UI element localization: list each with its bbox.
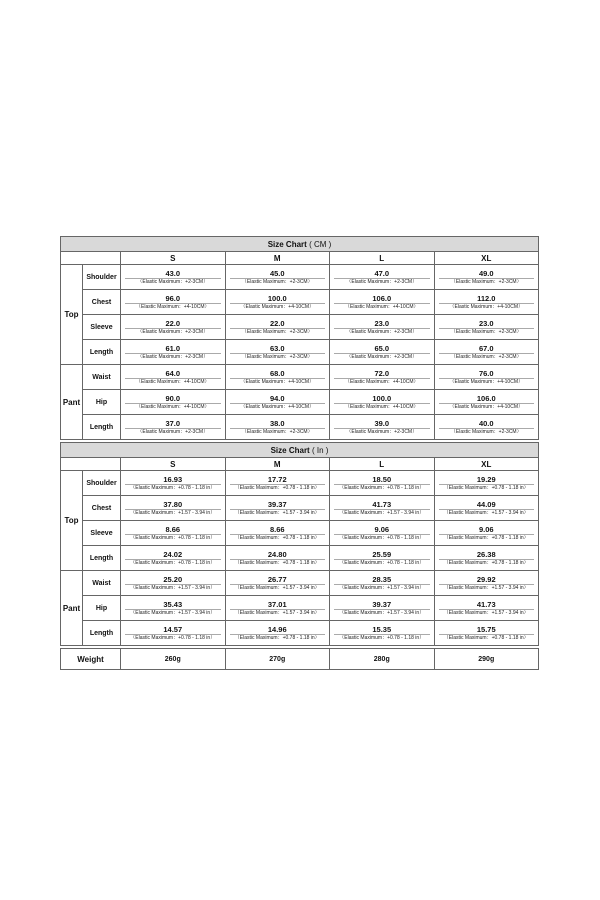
measurement-value: 23.0 [439, 319, 535, 329]
measurement-cell [225, 496, 330, 521]
measurement-value: 96.0 [125, 294, 221, 304]
measurement-value: 100.0 [334, 394, 430, 404]
measurement-value: 9.06 [334, 525, 430, 535]
measure-label: Waist [83, 571, 121, 596]
group-label: Pant [61, 365, 83, 440]
elastic-note: （Elastic Maximum：+1.57 - 3.94 in） [339, 509, 425, 516]
measurement-cell [121, 265, 226, 290]
elastic-note: （Elastic Maximum：+4-10CM） [136, 303, 210, 310]
chart-title-row [61, 443, 539, 458]
elastic-note: （Elastic Maximum：+4-10CM） [136, 403, 210, 410]
header-blank-cell [61, 252, 121, 265]
weight-label: Weight [61, 649, 121, 670]
elastic-note: （Elastic Maximum：+2-3CM） [450, 428, 522, 435]
measurement-value: 17.72 [230, 475, 326, 485]
measurement-value: 63.0 [230, 344, 326, 354]
measurement-cell [434, 596, 539, 621]
elastic-note: （Elastic Maximum：+2-3CM） [137, 428, 209, 435]
measurement-cell [434, 571, 539, 596]
measurement-value: 106.0 [334, 294, 430, 304]
measurement-value: 25.20 [125, 575, 221, 585]
measurement-value: 64.0 [125, 369, 221, 379]
measurement-row [61, 596, 539, 621]
elastic-note: （Elastic Maximum：+0.78 - 1.18 in） [339, 559, 425, 566]
size-chart-inch-table [60, 442, 539, 646]
measurement-cell [225, 546, 330, 571]
chart-title-text: Size Chart [270, 445, 310, 455]
measure-label: Length [83, 340, 121, 365]
measurement-cell [225, 290, 330, 315]
measurement-value: 18.50 [334, 475, 430, 485]
size-header: S [121, 252, 226, 265]
size-header: L [330, 252, 435, 265]
elastic-note: （Elastic Maximum：+2-3CM） [241, 328, 313, 335]
measurement-cell [330, 471, 435, 496]
group-label: Top [61, 471, 83, 571]
measurement-value: 26.38 [439, 550, 535, 560]
chart-title [61, 237, 539, 252]
measurement-cell [225, 621, 330, 646]
measurement-value: 35.43 [125, 600, 221, 610]
elastic-note: （Elastic Maximum：+2-3CM） [137, 353, 209, 360]
measurement-value: 22.0 [230, 319, 326, 329]
measure-label: Length [83, 415, 121, 440]
measurement-cell [434, 496, 539, 521]
measurement-value: 14.96 [230, 625, 326, 635]
measurement-value: 39.37 [334, 600, 430, 610]
weight-value: 270g [225, 649, 330, 670]
measurement-value: 37.0 [125, 419, 221, 429]
measurement-row [61, 365, 539, 390]
measurement-cell [225, 315, 330, 340]
measurement-value: 37.80 [125, 500, 221, 510]
measurement-value: 90.0 [125, 394, 221, 404]
measurement-cell [121, 290, 226, 315]
measurement-cell [330, 265, 435, 290]
elastic-note: （Elastic Maximum：+4-10CM） [449, 378, 523, 385]
measurement-value: 15.75 [439, 625, 535, 635]
measurement-cell [121, 621, 226, 646]
measurement-value: 16.93 [125, 475, 221, 485]
size-header: L [330, 458, 435, 471]
measurement-value: 65.0 [334, 344, 430, 354]
measurement-cell [225, 340, 330, 365]
measurement-row [61, 496, 539, 521]
measurement-value: 8.66 [125, 525, 221, 535]
measurement-row [61, 571, 539, 596]
size-header: M [225, 252, 330, 265]
chart-title [61, 443, 539, 458]
measurement-value: 8.66 [230, 525, 326, 535]
measurement-cell [330, 415, 435, 440]
measurement-value: 68.0 [230, 369, 326, 379]
measurement-cell [434, 521, 539, 546]
measurement-value: 100.0 [230, 294, 326, 304]
measure-label: Length [83, 621, 121, 646]
measurement-row [61, 521, 539, 546]
measure-label: Hip [83, 596, 121, 621]
measurement-value: 24.02 [125, 550, 221, 560]
group-label: Pant [61, 571, 83, 646]
measurement-cell [330, 571, 435, 596]
elastic-note: （Elastic Maximum：+2-3CM） [450, 328, 522, 335]
measure-label: Shoulder [83, 471, 121, 496]
measurement-cell [434, 621, 539, 646]
measurement-value: 15.35 [334, 625, 430, 635]
measurement-cell [121, 546, 226, 571]
measurement-value: 41.73 [334, 500, 430, 510]
measurement-row [61, 471, 539, 496]
elastic-note: （Elastic Maximum：+1.57 - 3.94 in） [339, 609, 425, 616]
elastic-note: （Elastic Maximum：+2-3CM） [137, 278, 209, 285]
measurement-value: 41.73 [439, 600, 535, 610]
measurement-cell [121, 521, 226, 546]
measurement-value: 39.37 [230, 500, 326, 510]
measurement-value: 24.80 [230, 550, 326, 560]
elastic-note: （Elastic Maximum：+1.57 - 3.94 in） [130, 609, 216, 616]
measurement-value: 45.0 [230, 269, 326, 279]
elastic-note: （Elastic Maximum：+1.57 - 3.94 in） [339, 584, 425, 591]
size-header-row [61, 252, 539, 265]
measurement-value: 38.0 [230, 419, 326, 429]
elastic-note: （Elastic Maximum：+1.57 - 3.94 in） [130, 509, 216, 516]
elastic-note: （Elastic Maximum：+2-3CM） [450, 353, 522, 360]
measurement-cell [434, 390, 539, 415]
measurement-row [61, 415, 539, 440]
elastic-note: （Elastic Maximum：+4-10CM） [240, 378, 314, 385]
elastic-note: （Elastic Maximum：+4-10CM） [345, 403, 419, 410]
elastic-note: （Elastic Maximum：+1.57 - 3.94 in） [443, 584, 529, 591]
elastic-note: （Elastic Maximum：+0.78 - 1.18 in） [443, 634, 529, 641]
weight-value: 260g [121, 649, 226, 670]
weight-table [60, 648, 539, 670]
elastic-note: （Elastic Maximum：+2-3CM） [241, 353, 313, 360]
measurement-value: 9.06 [439, 525, 535, 535]
measure-label: Sleeve [83, 315, 121, 340]
size-header: XL [434, 252, 539, 265]
measurement-cell [330, 521, 435, 546]
measurement-cell [121, 471, 226, 496]
measurement-cell [434, 471, 539, 496]
measurement-row [61, 265, 539, 290]
elastic-note: （Elastic Maximum：+0.78 - 1.18 in） [234, 559, 320, 566]
elastic-note: （Elastic Maximum：+0.78 - 1.18 in） [339, 534, 425, 541]
measurement-value: 49.0 [439, 269, 535, 279]
elastic-note: （Elastic Maximum：+1.57 - 3.94 in） [234, 584, 320, 591]
elastic-note: （Elastic Maximum：+0.78 - 1.18 in） [130, 534, 216, 541]
measurement-value: 26.77 [230, 575, 326, 585]
measurement-cell [121, 340, 226, 365]
measure-label: Chest [83, 496, 121, 521]
measurement-cell [330, 621, 435, 646]
weight-value: 290g [434, 649, 539, 670]
elastic-note: （Elastic Maximum：+2-3CM） [450, 278, 522, 285]
measurement-value: 112.0 [439, 294, 535, 304]
measure-label: Shoulder [83, 265, 121, 290]
measurement-value: 94.0 [230, 394, 326, 404]
measurement-cell [121, 365, 226, 390]
measure-label: Chest [83, 290, 121, 315]
size-header: XL [434, 458, 539, 471]
measurement-value: 44.09 [439, 500, 535, 510]
measurement-value: 43.0 [125, 269, 221, 279]
measurement-cell [225, 265, 330, 290]
elastic-note: （Elastic Maximum：+2-3CM） [137, 328, 209, 335]
measure-label: Waist [83, 365, 121, 390]
measurement-cell [225, 521, 330, 546]
chart-unit: ( In ) [311, 445, 329, 455]
measurement-value: 67.0 [439, 344, 535, 354]
measurement-cell [121, 596, 226, 621]
elastic-note: （Elastic Maximum：+4-10CM） [240, 403, 314, 410]
measurement-row [61, 290, 539, 315]
measurement-row [61, 546, 539, 571]
measurement-value: 47.0 [334, 269, 430, 279]
elastic-note: （Elastic Maximum：+4-10CM） [449, 303, 523, 310]
elastic-note: （Elastic Maximum：+0.78 - 1.18 in） [130, 559, 216, 566]
elastic-note: （Elastic Maximum：+4-10CM） [345, 303, 419, 310]
measurement-value: 23.0 [334, 319, 430, 329]
measure-label: Length [83, 546, 121, 571]
measurement-cell [330, 390, 435, 415]
measurement-cell [330, 596, 435, 621]
measurement-value: 72.0 [334, 369, 430, 379]
elastic-note: （Elastic Maximum：+2-3CM） [346, 353, 418, 360]
measurement-value: 25.59 [334, 550, 430, 560]
measurement-cell [434, 290, 539, 315]
measurement-value: 106.0 [439, 394, 535, 404]
measurement-cell [225, 471, 330, 496]
weight-value: 280g [330, 649, 435, 670]
measurement-value: 29.92 [439, 575, 535, 585]
size-header: S [121, 458, 226, 471]
elastic-note: （Elastic Maximum：+1.57 - 3.94 in） [234, 509, 320, 516]
measurement-row [61, 315, 539, 340]
elastic-note: （Elastic Maximum：+4-10CM） [449, 403, 523, 410]
header-blank-cell [61, 458, 121, 471]
elastic-note: （Elastic Maximum：+0.78 - 1.18 in） [234, 634, 320, 641]
elastic-note: （Elastic Maximum：+0.78 - 1.18 in） [339, 484, 425, 491]
elastic-note: （Elastic Maximum：+2-3CM） [346, 278, 418, 285]
measurement-cell [330, 496, 435, 521]
group-label: Top [61, 265, 83, 365]
measurement-cell [121, 415, 226, 440]
elastic-note: （Elastic Maximum：+2-3CM） [241, 428, 313, 435]
measurement-cell [330, 290, 435, 315]
size-header-row [61, 458, 539, 471]
measurement-cell [121, 496, 226, 521]
measurement-cell [434, 365, 539, 390]
elastic-note: （Elastic Maximum：+0.78 - 1.18 in） [443, 559, 529, 566]
size-header: M [225, 458, 330, 471]
elastic-note: （Elastic Maximum：+0.78 - 1.18 in） [234, 534, 320, 541]
elastic-note: （Elastic Maximum：+4-10CM） [345, 378, 419, 385]
measurement-cell [225, 390, 330, 415]
elastic-note: （Elastic Maximum：+1.57 - 3.94 in） [443, 509, 529, 516]
measurement-value: 39.0 [334, 419, 430, 429]
measurement-cell [434, 315, 539, 340]
chart-title-row [61, 237, 539, 252]
measurement-cell [225, 415, 330, 440]
measurement-cell [225, 596, 330, 621]
measurement-value: 76.0 [439, 369, 535, 379]
elastic-note: （Elastic Maximum：+0.78 - 1.18 in） [130, 634, 216, 641]
measurement-value: 19.29 [439, 475, 535, 485]
elastic-note: （Elastic Maximum：+2-3CM） [346, 328, 418, 335]
elastic-note: （Elastic Maximum：+1.57 - 3.94 in） [130, 584, 216, 591]
elastic-note: （Elastic Maximum：+0.78 - 1.18 in） [443, 534, 529, 541]
weight-row [61, 649, 539, 670]
measurement-cell [330, 546, 435, 571]
elastic-note: （Elastic Maximum：+4-10CM） [136, 378, 210, 385]
measurement-value: 37.01 [230, 600, 326, 610]
measurement-cell [330, 315, 435, 340]
measurement-value: 40.0 [439, 419, 535, 429]
measurement-value: 61.0 [125, 344, 221, 354]
measurement-cell [121, 571, 226, 596]
measurement-cell [330, 340, 435, 365]
elastic-note: （Elastic Maximum：+4-10CM） [240, 303, 314, 310]
chart-title-text: Size Chart [267, 239, 307, 249]
elastic-note: （Elastic Maximum：+2-3CM） [241, 278, 313, 285]
elastic-note: （Elastic Maximum：+0.78 - 1.18 in） [339, 634, 425, 641]
measurement-cell [434, 415, 539, 440]
measure-label: Hip [83, 390, 121, 415]
elastic-note: （Elastic Maximum：+0.78 - 1.18 in） [443, 484, 529, 491]
elastic-note: （Elastic Maximum：+0.78 - 1.18 in） [130, 484, 216, 491]
measurement-cell [434, 546, 539, 571]
size-chart-cm-table [60, 236, 539, 440]
measurement-value: 14.57 [125, 625, 221, 635]
measurement-cell [330, 365, 435, 390]
elastic-note: （Elastic Maximum：+1.57 - 3.94 in） [234, 609, 320, 616]
measure-label: Sleeve [83, 521, 121, 546]
measurement-cell [121, 315, 226, 340]
measurement-value: 28.35 [334, 575, 430, 585]
measurement-row [61, 390, 539, 415]
elastic-note: （Elastic Maximum：+1.57 - 3.94 in） [443, 609, 529, 616]
measurement-cell [434, 265, 539, 290]
elastic-note: （Elastic Maximum：+2-3CM） [346, 428, 418, 435]
measurement-cell [121, 390, 226, 415]
elastic-note: （Elastic Maximum：+0.78 - 1.18 in） [234, 484, 320, 491]
measurement-value: 22.0 [125, 319, 221, 329]
measurement-row [61, 340, 539, 365]
measurement-row [61, 621, 539, 646]
measurement-cell [225, 571, 330, 596]
measurement-cell [225, 365, 330, 390]
chart-unit: ( CM ) [309, 239, 332, 249]
measurement-cell [434, 340, 539, 365]
